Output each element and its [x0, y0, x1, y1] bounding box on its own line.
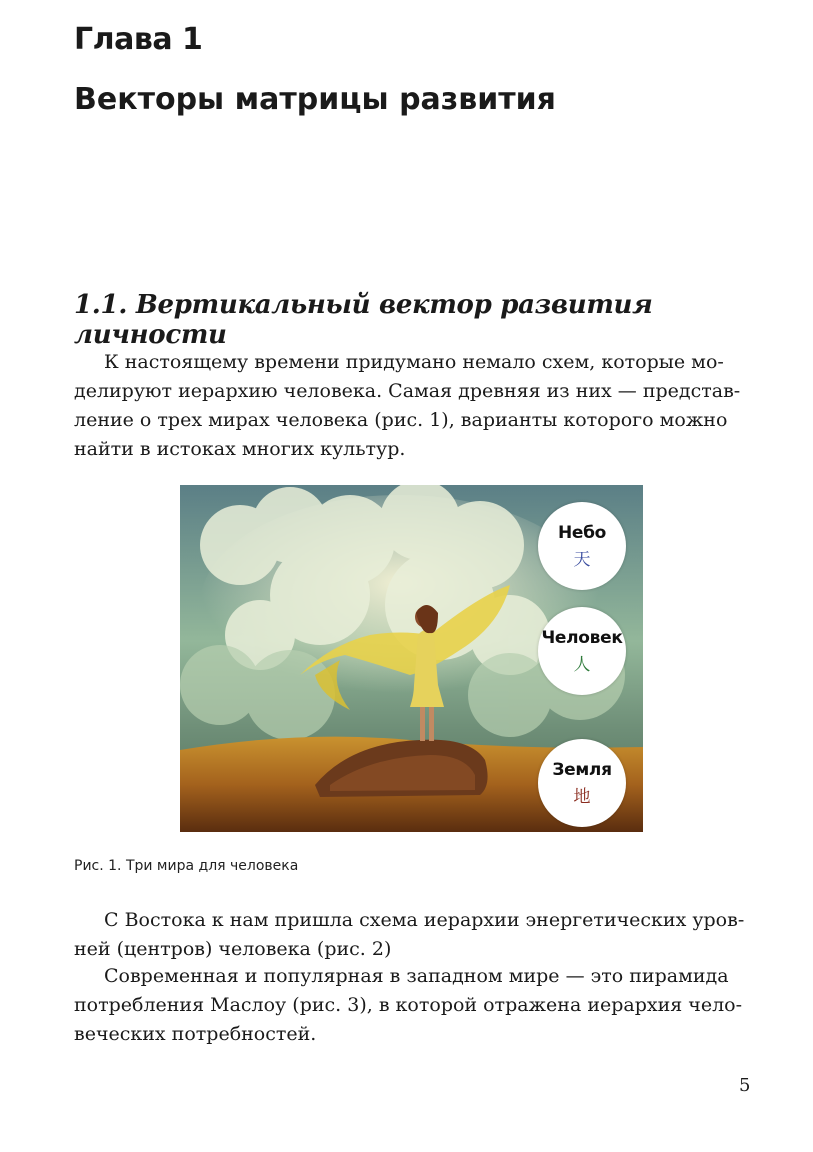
earth-glyph: 地 — [573, 786, 591, 807]
world-sky-circle — [538, 502, 626, 590]
paragraph-maslow — [74, 962, 750, 1049]
paragraph-line: найти в истоках многих культур. — [74, 438, 406, 460]
world-name: Земля — [552, 759, 612, 780]
world-human-circle — [538, 607, 626, 695]
paragraph-intro — [74, 348, 750, 464]
figure-caption: Рис. 1. Три мира для человека — [74, 858, 299, 874]
paragraph-line: С Востока к нам пришла схема иерархии энергетических уров- — [104, 909, 745, 931]
human-glyph: 人 — [573, 654, 591, 675]
paragraph-line: веческих потребностей. — [74, 1023, 317, 1045]
section-title: 1.1. Вертикальный вектор развития личности — [74, 290, 653, 350]
paragraph-east — [74, 906, 750, 964]
paragraph-line: делируют иерархию человека. Самая древняя из них — представ- — [74, 380, 741, 402]
world-earth-circle — [538, 739, 626, 827]
world-name: Человек — [541, 627, 623, 648]
chapter-title: Векторы матрицы развития — [74, 82, 556, 117]
page-number: 5 — [739, 1075, 751, 1096]
paragraph-line: ней (центров) человека (рис. 2) — [74, 938, 392, 960]
paragraph-line: потребления Маслоу (рис. 3), в которой отражена иерархия чело- — [74, 994, 743, 1016]
paragraph-line: К настоящему времени придумано немало схем, которые мо- — [104, 351, 724, 373]
three-worlds-figure — [180, 485, 643, 832]
paragraph-line: Современная и популярная в западном мире — это пирамида — [104, 965, 729, 987]
world-name: Небо — [557, 522, 607, 543]
sky-glyph: 天 — [573, 549, 591, 570]
paragraph-line: ление о трех мирах человека (рис. 1), варианты которого можно — [74, 409, 728, 431]
chapter-label: Глава 1 — [74, 22, 203, 57]
